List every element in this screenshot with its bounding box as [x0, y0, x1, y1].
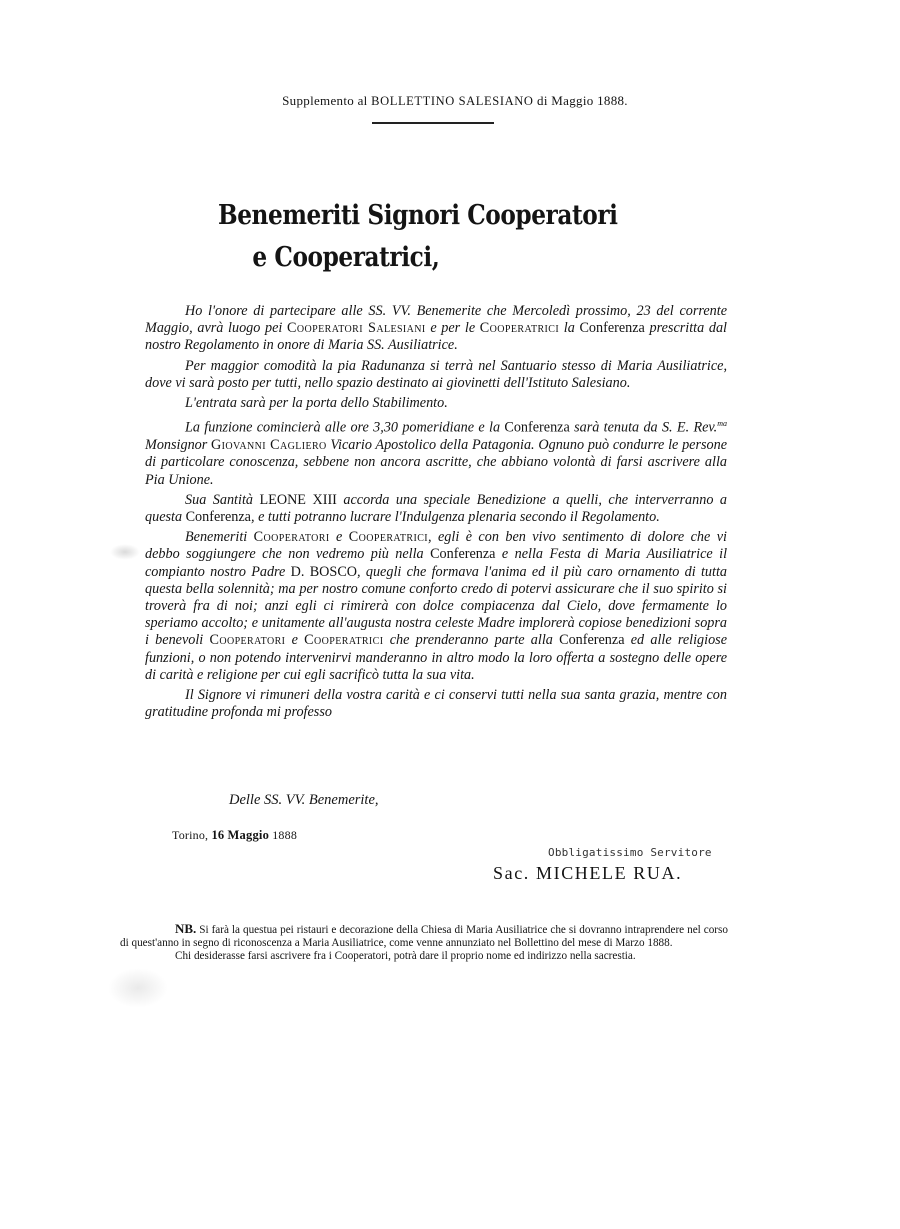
p1-conferenza: Conferenza: [579, 320, 645, 337]
p6-cooperatori: Cooperatori: [253, 529, 330, 546]
paragraph-7: Il Signore vi rimuneri della vostra carità e ci conservi tutti nella sua santa grazia, mentre con gratitudine profonda mi professo: [145, 687, 727, 721]
place-and-date: [172, 828, 297, 843]
p6-text-a: Benemeriti: [185, 529, 254, 546]
header-rule: [372, 122, 494, 124]
p4-text-g: Vicario Apostolico della Patagonia. Ognuno può condurre le persone di particolare conoscenza, sebbene non ancora ascritte, che abbiano volontà di farsi ascrivere alla Pia Unione.: [145, 437, 727, 488]
paper-stain: [108, 968, 168, 1008]
paragraph-3: L'entrata sarà per la porta dello Stabilimento.: [185, 395, 448, 412]
p1-text-e: la: [559, 320, 580, 337]
note-text-1: Si farà la questua pei ristauri e decorazione della Chiesa di Maria Ausiliatrice che si dovranno intraprendere nel corso di quest'anno in segno di riconoscenza a Maria Ausiliatrice, come venne annunziato nel Bollettino del mese di Marzo 1888.: [120, 924, 728, 950]
p1-text-a: Ho l'onore di partecipare alle SS. VV. Benemerite che Mercoledì prossimo, 23 del corrente Maggio, avrà luogo pei: [145, 303, 727, 337]
p1-text-c: e per le: [425, 320, 480, 337]
p5-leone: LEONE XIII: [259, 491, 337, 508]
p6-text-o: ed alle religiose funzioni, o non potendo intervenirvi manderanno in altro modo la loro offerta a sostegno delle opere di carità e religione per cui egli sacrificò tutta la sua vita.: [145, 632, 727, 683]
p1-cooperatori: Cooperatori Salesiani: [287, 320, 426, 337]
signature-title: Obbligatissimo Servitore: [548, 846, 712, 859]
p5-text-e: , e tutti potranno lucrare l'Indulgenza plenaria secondo il Regolamento.: [250, 508, 660, 525]
p6-conferenza-2: Conferenza: [559, 632, 625, 649]
p6-text-i: , quegli che formava l'anima ed il più caro ornamento di tutta questa bella solennità; ma per nostro comune conforto credo di potervi assicurare che il suo spirito si troverà fra di noi; anzi egli ci rimirerà con dolce compiacenza dal Cielo, dove fermamente lo speriamo accolto; e unitamente all'augusta nostra celeste Madre implorerà copiose benedizioni sopra i benevoli: [145, 563, 727, 649]
paragraph-5: [145, 492, 727, 526]
p5-text-a: Sua Santità: [185, 491, 260, 508]
note-paragraph-1: [120, 922, 728, 950]
note-paragraph-2: Chi desiderasse farsi ascrivere fra i Cooperatori, potrà dare il proprio nome ed indirizzo nella sacrestia.: [175, 950, 636, 963]
p6-text-k: e: [285, 632, 305, 649]
p6-conferenza: Conferenza: [430, 546, 496, 563]
title-line-2: e Cooperatrici,: [252, 242, 440, 273]
title-line-1: Benemeriti Signori Cooperatori: [218, 200, 618, 231]
supplement-line: [282, 93, 628, 109]
p4-cagliero: Giovanni Cagliero: [211, 437, 327, 454]
publication-name: BOLLETTINO SALESIANO: [371, 94, 534, 108]
place: Torino,: [172, 828, 209, 842]
paper-stain: [110, 544, 140, 560]
p4-text-e: Monsignor: [145, 437, 212, 454]
p6-text-m: che prenderanno parte alla: [383, 632, 560, 649]
closing-formula: Delle SS. VV. Benemerite,: [229, 792, 379, 808]
p6-bosco: D. BOSCO: [290, 563, 358, 580]
paragraph-6: [145, 529, 727, 684]
p4-text-a: La funzione comincierà alle ore 3,30 pomeridiane e la: [185, 419, 505, 436]
p4-conferenza: Conferenza: [504, 419, 570, 436]
paragraph-1: [145, 303, 727, 355]
page-header: [0, 92, 900, 110]
header-prefix: Supplemento al: [282, 93, 368, 108]
date-year: 1888: [272, 828, 298, 842]
p6-cooperatrici-2: Cooperatrici: [304, 632, 384, 649]
header-issue: di Maggio 1888.: [537, 93, 628, 108]
nota-bene: [120, 922, 728, 964]
signature-name: Sac. MICHELE RUA.: [493, 863, 683, 883]
p6-cooperatrici: Cooperatrici: [348, 529, 429, 546]
p5-text-c: accorda una speciale Benedizione a quelli, che interverranno a questa: [145, 491, 727, 525]
p1-text-g: prescritta dal nostro Regolamento in onore di Maria SS. Ausiliatrice.: [145, 320, 727, 354]
note-label: NB.: [175, 921, 197, 936]
p6-cooperatori-2: Cooperatori: [209, 632, 286, 649]
salutation-title: [218, 195, 618, 279]
p4-text-c: sarà tenuta da S. E. Rev.: [569, 419, 718, 436]
date-month: Maggio: [227, 828, 270, 842]
p1-cooperatrici: Cooperatrici: [479, 320, 560, 337]
p6-text-c: e: [329, 529, 349, 546]
p6-text-g: e nella Festa di Maria Ausiliatrice il compianto nostro Padre: [145, 546, 728, 580]
date-day: 16: [211, 828, 225, 842]
paragraph-4: [145, 415, 727, 489]
p6-text-e: , egli è con ben vivo sentimento di dolore che vi debbo soggiungere che non vedremo più nella: [145, 529, 727, 563]
p4-superscript: ma: [717, 419, 727, 429]
p5-conferenza: Conferenza: [185, 508, 251, 525]
letter-body: [145, 303, 727, 724]
paragraph-2: Per maggior comodità la pia Radunanza si terrà nel Santuario stesso di Maria Ausiliatrice, dove vi sarà posto per tutti, nello spazio destinato ai giovinetti dell'Istituto Salesiano.: [145, 357, 727, 391]
